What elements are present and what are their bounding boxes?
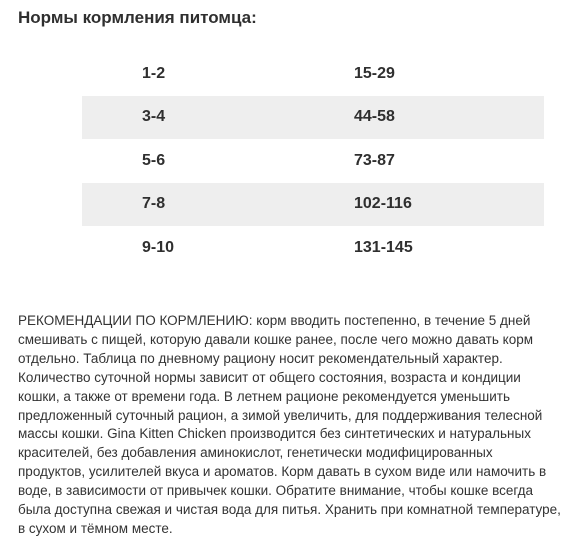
daily-grams-cell: 15-29 bbox=[354, 64, 395, 82]
cat-weight-cell: 3-4 bbox=[142, 108, 166, 126]
table-row bbox=[82, 226, 544, 270]
cat-weight-cell: 5-6 bbox=[142, 151, 166, 169]
daily-grams-cell: 131-145 bbox=[354, 238, 413, 256]
cat-weight-cell: 7-8 bbox=[142, 195, 166, 213]
daily-grams-cell: 73-87 bbox=[354, 151, 395, 169]
table-row bbox=[82, 52, 544, 96]
page-title: Нормы кормления питомца: bbox=[18, 8, 257, 27]
feeding-table bbox=[82, 52, 544, 270]
feeding-recommendations: РЕКОМЕНДАЦИИ ПО КОРМЛЕНИЮ: корм вводить постепенно, в течение 5 дней смешивать с пищей, которую давали кошке ранее, после чего можно давать корм отдельно. Таблица по дневному рациону носит рекомендательный характер. Количество суточной нормы зависит от общего состояния, возраста и кондиции кошки, а также от времени года. В летнем рационе рекомендуется уменьшить предложенный суточный рацион, а зимой увеличить, для поддерживания телесной массы кошки. Gina Kitten Chicken производится без синтетических и натуральных красителей, без добавления аминокислот, генетически модифицированных продуктов, усилителей вкуса и ароматов. Корм давать в сухом виде или намочить в воде, в зависимости от привычек кошки. Обратите внимание, чтобы кошке всегда была доступна свежая и чистая вода для питья. Хранить при комнатной температуре, в сухом и тёмном месте. bbox=[18, 313, 561, 536]
cat-weight-cell: 1-2 bbox=[142, 64, 166, 82]
table-row bbox=[82, 139, 544, 183]
daily-grams-cell: 44-58 bbox=[354, 108, 395, 126]
cat-weight-cell: 9-10 bbox=[142, 238, 175, 256]
table-row bbox=[82, 96, 544, 140]
daily-grams-cell: 102-116 bbox=[354, 195, 412, 213]
table-row bbox=[82, 183, 544, 227]
